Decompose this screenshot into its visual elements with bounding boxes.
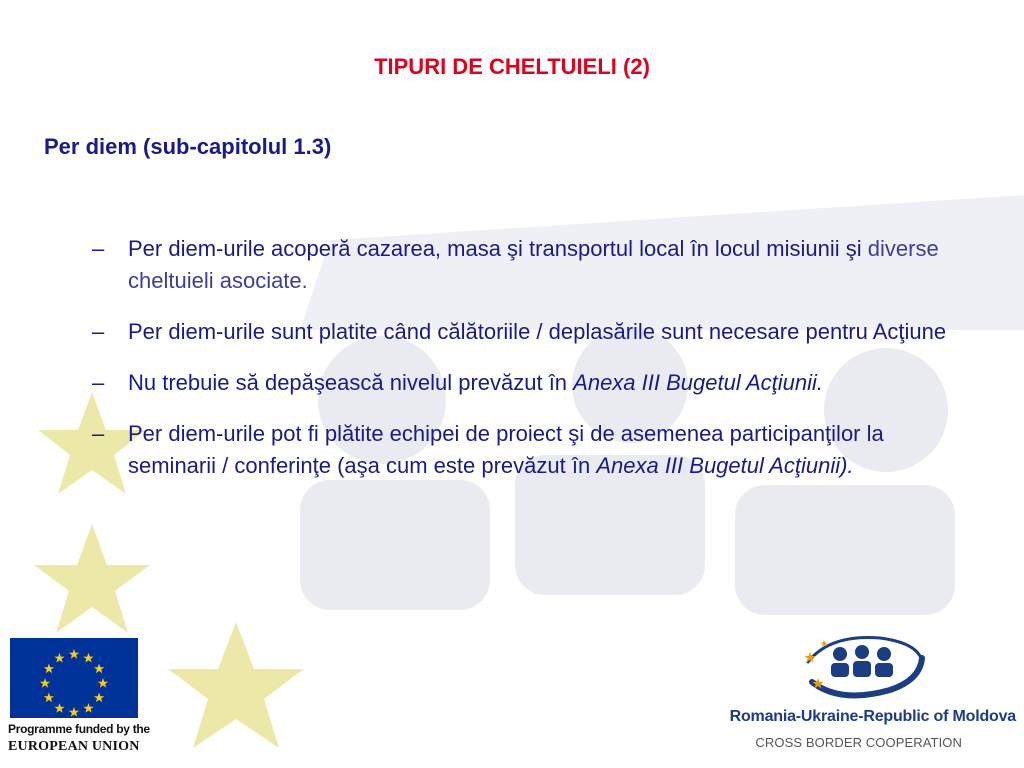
bullet-text-italic: Anexa III Bugetul Acţiunii). xyxy=(596,453,854,478)
bullet-marker: – xyxy=(92,421,105,446)
bullet-list xyxy=(92,233,972,501)
slide-subtitle: Per diem (sub-capitolul 1.3) xyxy=(44,134,332,159)
bullet-marker: – xyxy=(92,319,105,344)
people-group-logo-icon xyxy=(800,632,930,704)
bullet-text: Nu trebuie să depăşească nivelul prevăzut în xyxy=(128,370,574,395)
bullet-item xyxy=(92,418,972,482)
bullet-text: Per diem-urile acoperă cazarea, masa şi transportul local în locul misiunii şi xyxy=(128,236,862,261)
eu-funding-line2: EUROPEAN UNION xyxy=(8,739,140,754)
bullet-text-italic: Anexa III Bugetul Acţiunii. xyxy=(573,370,824,395)
bullet-marker: – xyxy=(92,370,105,395)
bullet-text: Per diem-urile sunt platite când călătoriile / deplasările sunt necesare pentru Acţiune xyxy=(128,319,947,344)
eu-flag-icon xyxy=(10,638,138,718)
bullet-item xyxy=(92,367,972,399)
bullet-marker: – xyxy=(92,236,105,261)
program-subtitle: CROSS BORDER COOPERATION xyxy=(755,735,962,750)
eu-funding-line1: Programme funded by the xyxy=(8,722,150,736)
bullet-text-muted: diverse cheltuieli asociate. xyxy=(128,236,939,293)
bullet-item xyxy=(92,316,972,348)
slide-title: TIPURI DE CHELTUIELI (2) xyxy=(374,54,650,79)
bullet-text: Per diem-urile pot fi plătite echipei de proiect şi de asemenea participanţilor la seminarii / conferinţe (aşa cum este prevăzut în xyxy=(128,421,884,478)
bullet-item xyxy=(92,233,972,297)
program-title: Romania-Ukraine-Republic of Moldova xyxy=(729,708,1016,725)
